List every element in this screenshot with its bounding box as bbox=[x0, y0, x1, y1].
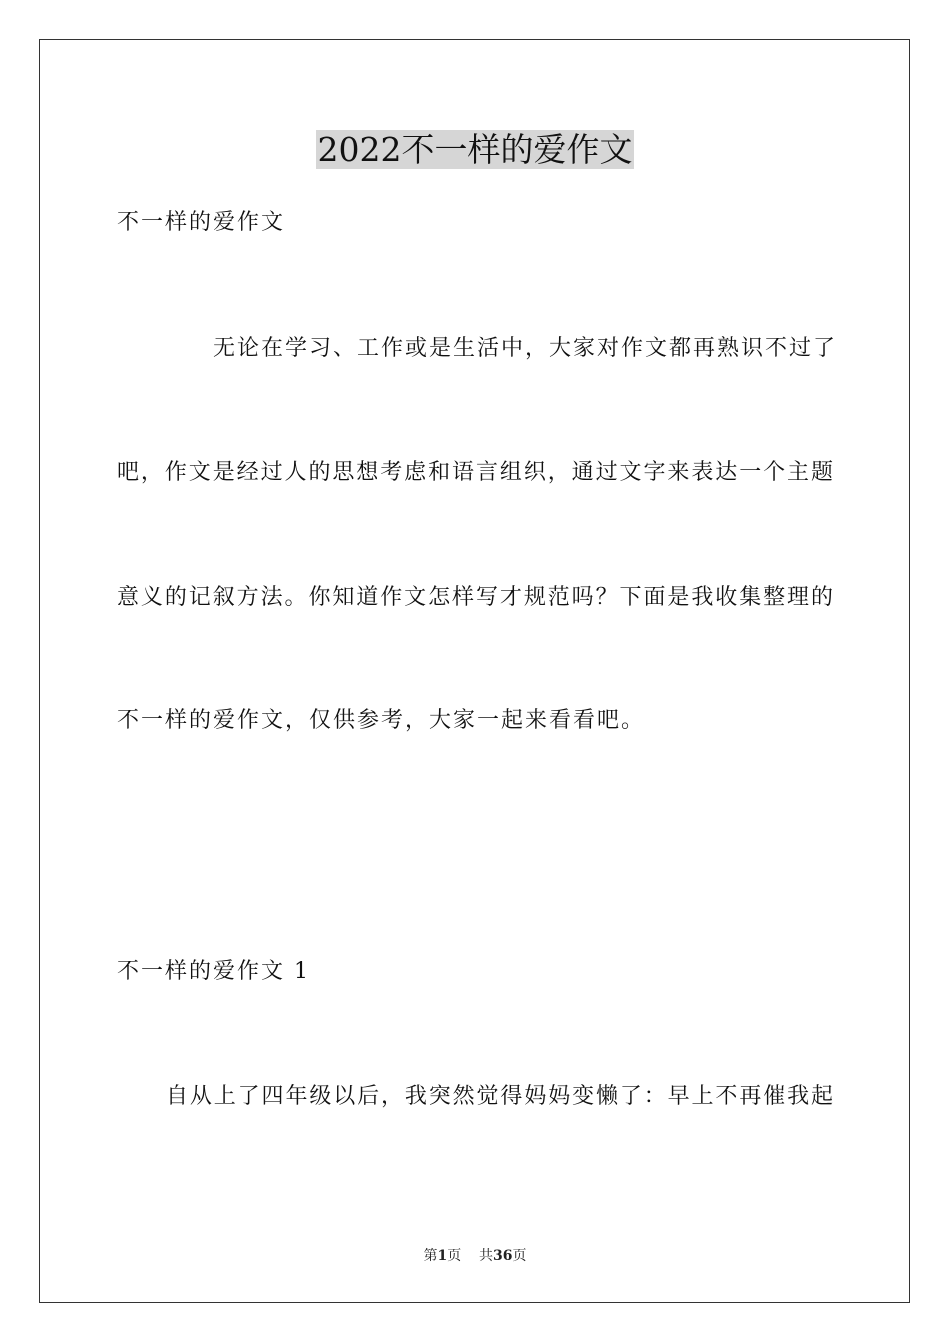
footer-total-prefix: 共 bbox=[479, 1248, 494, 1264]
intro-line-4: 不一样的爱作文，仅供参考，大家一起来看看吧。 bbox=[117, 708, 646, 733]
subtitle: 不一样的爱作文 bbox=[117, 210, 286, 235]
footer-total-pages: 36 bbox=[493, 1248, 513, 1264]
footer-total-suffix: 页 bbox=[512, 1248, 527, 1264]
intro-line-1: 无论在学习、工作或是生活中，大家对作文都再熟识不过了 bbox=[213, 336, 838, 361]
document-title-text: 2022不一样的爱作文 bbox=[317, 130, 633, 169]
footer-page-suffix: 页 bbox=[447, 1248, 462, 1264]
footer-page-prefix: 第 bbox=[423, 1248, 438, 1264]
document-title bbox=[0, 126, 950, 174]
footer-page-number: 1 bbox=[437, 1248, 448, 1264]
section-heading: 不一样的爱作文 1 bbox=[117, 959, 310, 984]
intro-line-3: 意义的记叙方法。你知道作文怎样写才规范吗？下面是我收集整理的 bbox=[117, 585, 833, 610]
page-footer bbox=[0, 1246, 950, 1266]
intro-line-2: 吧，作文是经过人的思想考虑和语言组织，通过文字来表达一个主题 bbox=[117, 460, 833, 485]
section-line-1: 自从上了四年级以后，我突然觉得妈妈变懒了：早上不再催我起 bbox=[166, 1084, 833, 1109]
